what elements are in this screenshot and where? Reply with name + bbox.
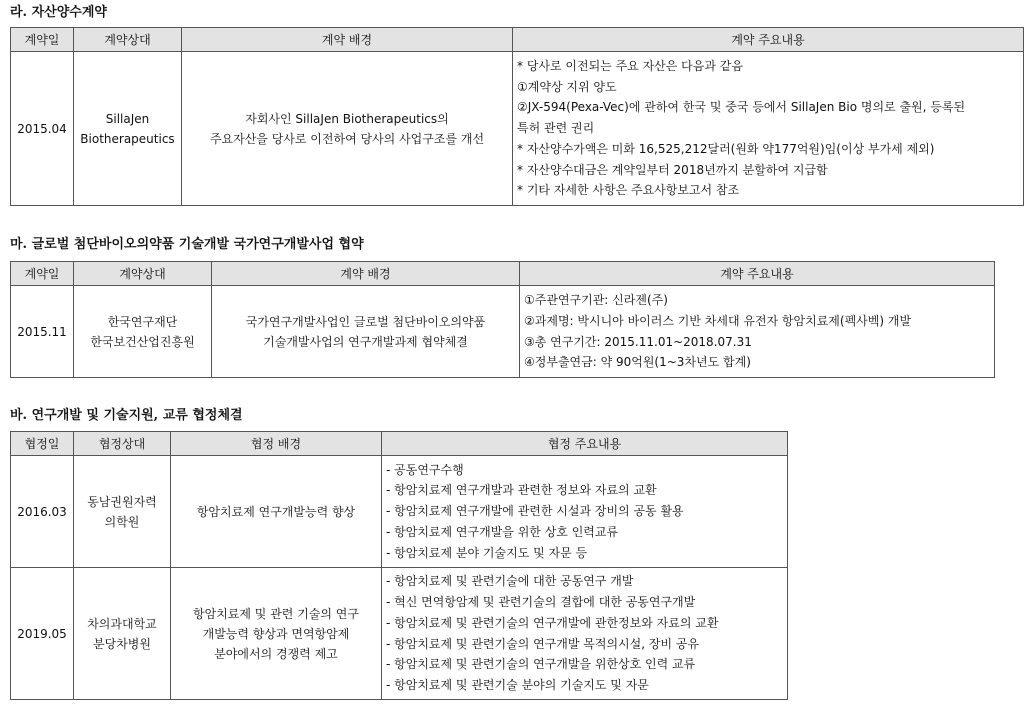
header-party: 협정상대 [74, 432, 171, 456]
detail-line: - 항암치료제 및 관련기술에 대한 공동연구 개발 [386, 574, 634, 589]
detail-line: ①주관연구기관: 신라젠(주) [524, 292, 668, 307]
header-background: 협정 배경 [171, 432, 382, 456]
detail-line: 특허 관련 권리 [517, 121, 595, 136]
header-details: 계약 주요내용 [520, 262, 995, 286]
agreement-details [382, 568, 788, 700]
detail-line: ②과제명: 박시니아 바이러스 기반 차세대 유전자 항암치료제(펙사벡) 개발 [524, 313, 912, 328]
contract-background: 자회사인 SillaJen Biotherapeutics의 주요자산을 당사로 이전하여 당사의 사업구조를 개선 [182, 52, 513, 206]
agreement-background: 항암치료제 및 관련 기술의 연구 개발능력 향상과 면역항암제 분야에서의 경쟁력 제고 [171, 568, 382, 700]
table-header-row [11, 262, 995, 286]
detail-line: - 항암치료제 연구개발에 관련한 시설과 장비의 공동 활용 [386, 504, 684, 519]
agreement-background: 항암치료제 연구개발능력 향상 [171, 456, 382, 568]
contract-party: 한국연구재단 한국보건산업진흥원 [74, 286, 212, 378]
rnd-agreement-table [10, 431, 788, 700]
detail-line: - 항암치료제 연구개발을 위한 상호 인력교류 [386, 524, 619, 539]
detail-line: ④정부출연금: 약 90억원(1~3차년도 합계) [524, 355, 751, 370]
agreement-date: 2016.03 [11, 456, 74, 568]
table-row [11, 52, 1024, 206]
detail-line: - 공동연구수행 [386, 462, 464, 477]
agreement-details [382, 456, 788, 568]
detail-line: ①계약상 지위 양도 [517, 79, 617, 94]
header-date: 계약일 [11, 262, 74, 286]
detail-line: * 기타 자세한 사항은 주요사항보고서 참조 [517, 183, 740, 198]
detail-line: * 자산양수가액은 미화 16,525,212달러(원화 약177억원)임(이상 부가세 제외) [517, 141, 935, 156]
table-row [11, 568, 788, 700]
contract-date: 2015.11 [11, 286, 74, 378]
detail-line: - 항암치료제 연구개발과 관련한 정보와 자료의 교환 [386, 483, 657, 498]
contract-party: SillaJen Biotherapeutics [74, 52, 182, 206]
header-date: 협정일 [11, 432, 74, 456]
detail-line: - 항암치료제 분야 기술지도 및 자문 등 [386, 545, 588, 560]
national-rnd-table [10, 261, 995, 378]
header-party: 계약상대 [74, 28, 182, 52]
detail-line: - 항암치료제 및 관련기술 분야의 기술지도 및 자문 [386, 678, 649, 693]
header-date: 계약일 [11, 28, 74, 52]
section-title-national-rnd: 마. 글로벌 첨단바이오의약품 기술개발 국가연구개발사업 협약 [10, 237, 364, 252]
table-header-row [11, 432, 788, 456]
contract-details [520, 286, 995, 378]
detail-line: - 항암치료제 및 관련기술의 연구개발에 관한정보와 자료의 교환 [386, 615, 719, 630]
table-row [11, 286, 995, 378]
table-header-row [11, 28, 1024, 52]
section-title-rnd-agreement: 바. 연구개발 및 기술지원, 교류 협정체결 [10, 408, 243, 423]
header-details: 협정 주요내용 [382, 432, 788, 456]
detail-line: - 항암치료제 및 관련기술의 연구개발 목적의시설, 장비 공유 [386, 636, 700, 651]
asset-transfer-table [10, 27, 1024, 206]
detail-line: ②JX-594(Pexa-Vec)에 관하여 한국 및 중국 등에서 SillaJen Bio 명의로 출원, 등록된 [517, 100, 966, 115]
detail-line: - 혁신 면역항암제 및 관련기술의 결합에 대한 공동연구개발 [386, 594, 696, 609]
contract-details [513, 52, 1024, 206]
contract-date: 2015.04 [11, 52, 74, 206]
detail-line: * 자산양수대금은 계약일부터 2018년까지 분할하여 지급함 [517, 162, 828, 177]
detail-line: * 당사로 이전되는 주요 자산은 다음과 같음 [517, 58, 743, 73]
header-details: 계약 주요내용 [513, 28, 1024, 52]
section-title-asset-transfer: 라. 자산양수계약 [10, 5, 107, 20]
header-party: 계약상대 [74, 262, 212, 286]
table-row [11, 456, 788, 568]
header-background: 계약 배경 [212, 262, 520, 286]
agreement-date: 2019.05 [11, 568, 74, 700]
agreement-party: 동남권원자력 의학원 [74, 456, 171, 568]
detail-line: - 항암치료제 및 관련기술의 연구개발을 위한상호 인력 교류 [386, 657, 696, 672]
detail-line: ③총 연구기간: 2015.11.01~2018.07.31 [524, 334, 752, 349]
header-background: 계약 배경 [182, 28, 513, 52]
contract-background: 국가연구개발사업인 글로벌 첨단바이오의약품 기술개발사업의 연구개발과제 협약체결 [212, 286, 520, 378]
agreement-party: 차의과대학교 분당차병원 [74, 568, 171, 700]
